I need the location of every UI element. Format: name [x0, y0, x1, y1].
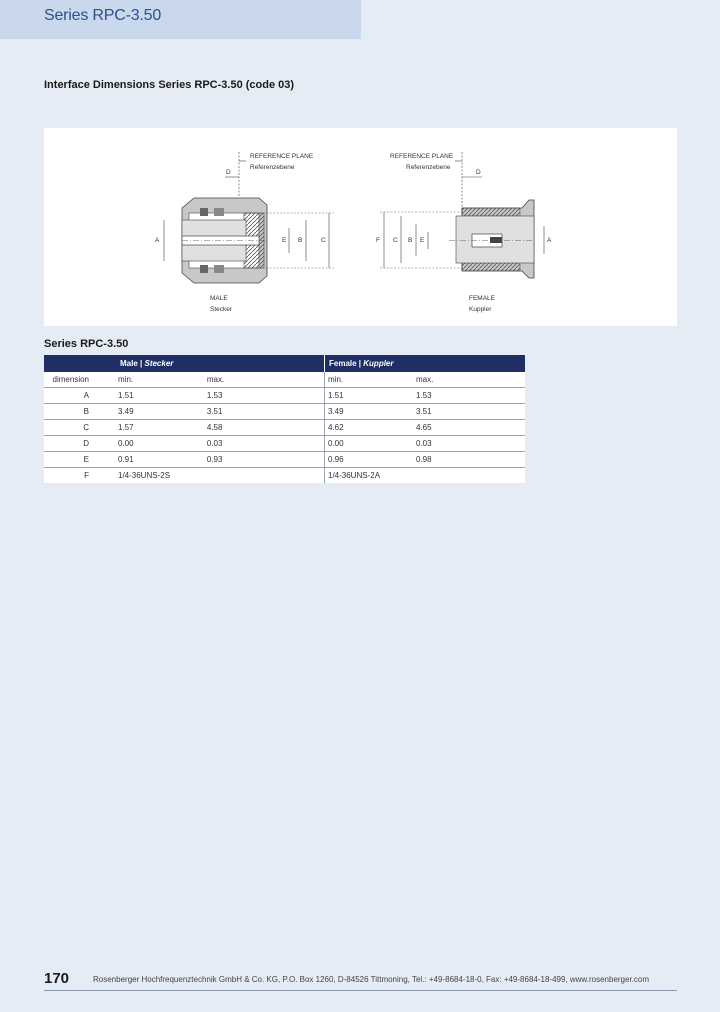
female-header-label: Female: [329, 359, 357, 368]
dimensions-table: [44, 355, 525, 483]
col-dimension: dimension: [44, 372, 116, 388]
male-label-e: E: [282, 237, 287, 244]
male-min-cell: 3.49: [116, 404, 205, 420]
female-max-cell: 1.53: [414, 388, 525, 404]
male-max-cell: 0.03: [205, 436, 325, 452]
male-label-c: C: [321, 237, 326, 244]
female-label-a: A: [547, 237, 552, 244]
female-label-e: E: [420, 237, 425, 244]
col-female-max: max.: [414, 372, 525, 388]
dim-cell: A: [44, 388, 116, 404]
female-min-cell: 0.96: [325, 452, 415, 468]
female-min-cell: 0.00: [325, 436, 415, 452]
female-label-b: B: [408, 237, 413, 244]
dim-cell: C: [44, 420, 116, 436]
male-header-label-de: Stecker: [144, 359, 174, 368]
female-max-cell: 0.98: [414, 452, 525, 468]
female-ref-plane-label: REFERENCE PLANE: [390, 153, 454, 160]
table-row: [44, 388, 525, 404]
col-female-min: min.: [325, 372, 415, 388]
female-connector-drawing: [376, 152, 552, 313]
male-connector-drawing: [155, 152, 334, 313]
male-max-cell: 1.53: [205, 388, 325, 404]
male-ref-plane-label-de: Referenzebene: [250, 164, 295, 171]
male-header: Male | Stecker: [116, 355, 325, 372]
male-min-cell: 0.00: [116, 436, 205, 452]
female-ref-plane-label-de: Referenzebene: [406, 164, 451, 171]
footer-text: Rosenberger Hochfrequenztechnik GmbH & Co. KG, P.O. Box 1260, D-84526 Tittmoning, Tel.: +49-8684-18-0, Fax: +49-8684-18-499, www.rosenberger.com: [93, 975, 650, 984]
female-min-cell: 3.49: [325, 404, 415, 420]
header-blank-cell: [44, 355, 116, 372]
female-max-cell: 4.65: [414, 420, 525, 436]
female-caption-de: Kuppler: [469, 306, 492, 313]
male-max-cell: 3.51: [205, 404, 325, 420]
male-max-cell: 0.93: [205, 452, 325, 468]
interface-drawing: [44, 128, 677, 326]
col-male-max: max.: [205, 372, 325, 388]
male-caption-de: Stecker: [210, 306, 233, 313]
header-band: [0, 0, 361, 39]
male-label-d: D: [226, 169, 231, 176]
female-header-label-de: Kuppler: [363, 359, 394, 368]
female-min-cell: 4.62: [325, 420, 415, 436]
male-min-cell: 1.57: [116, 420, 205, 436]
table-header-row: [44, 355, 525, 372]
table-row: [44, 420, 525, 436]
table-title: Series RPC-3.50: [44, 338, 129, 350]
male-max-cell: 4.58: [205, 420, 325, 436]
dim-cell: E: [44, 452, 116, 468]
footer-rule: [44, 990, 677, 991]
male-label-a: A: [155, 237, 160, 244]
male-label-b: B: [298, 237, 303, 244]
male-caption: MALE: [210, 295, 228, 302]
table-row: [44, 436, 525, 452]
female-label-d: D: [476, 169, 481, 176]
dim-cell: B: [44, 404, 116, 420]
male-ref-plane-label: REFERENCE PLANE: [250, 153, 314, 160]
female-label-f: F: [376, 237, 380, 244]
table-row: [44, 404, 525, 420]
male-thread-cell: 1/4-36UNS-2S: [116, 468, 325, 484]
connector-drawing-svg: [44, 128, 677, 326]
table-row: [44, 452, 525, 468]
page-number: 170: [44, 970, 70, 987]
male-header-label: Male: [120, 359, 138, 368]
table-row: [44, 468, 525, 484]
male-min-cell: 1.51: [116, 388, 205, 404]
female-header: Female | Kuppler: [325, 355, 526, 372]
male-min-cell: 0.91: [116, 452, 205, 468]
female-thread-cell: 1/4-36UNS-2A: [325, 468, 526, 484]
table-subheader-row: [44, 372, 525, 388]
section-title: Interface Dimensions Series RPC-3.50 (code 03): [44, 79, 295, 91]
female-max-cell: 3.51: [414, 404, 525, 420]
female-max-cell: 0.03: [414, 436, 525, 452]
dim-cell: D: [44, 436, 116, 452]
female-label-c: C: [393, 237, 398, 244]
header-title: Series RPC-3.50: [44, 7, 162, 24]
col-male-min: min.: [116, 372, 205, 388]
female-caption: FEMALE: [469, 295, 496, 302]
female-min-cell: 1.51: [325, 388, 415, 404]
dim-cell: F: [44, 468, 116, 484]
